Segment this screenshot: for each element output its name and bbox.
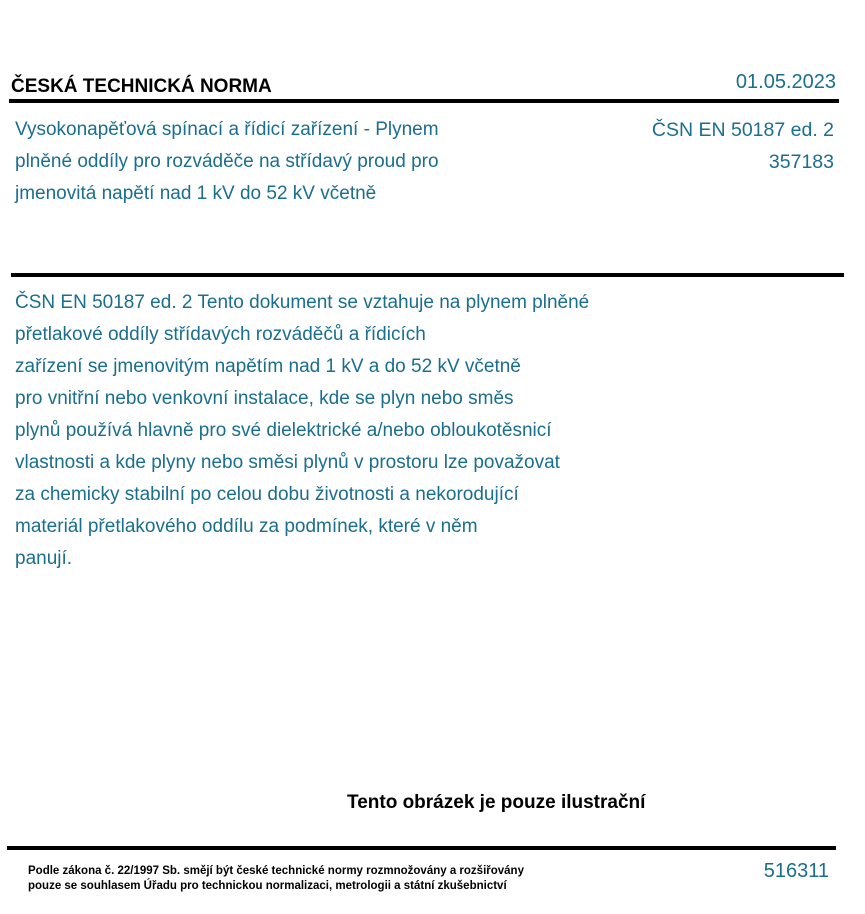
publication-date: 01.05.2023	[735, 71, 836, 93]
legal-notice-line: pouze se souhlasem Úřadu pro technickou normalizaci, metrologii a státní zkušebnictví	[28, 880, 507, 892]
header-divider	[9, 99, 839, 103]
footer-divider	[7, 846, 836, 850]
abstract-line: za chemicky stabilní po celou dobu životnosti a nekorodující	[15, 484, 519, 505]
abstract-line: plynů používá hlavně pro své dielektrické a/nebo obloukotěsnicí	[15, 420, 552, 441]
abstract-line: pro vnitřní nebo venkovní instalace, kde se plyn nebo směs	[15, 388, 514, 409]
abstract-line: přetlakové oddíly střídavých rozváděčů a řídicích	[15, 324, 426, 345]
standard-title-line: jmenovitá napětí nad 1 kV do 52 kV včetně	[15, 183, 377, 204]
legal-notice	[28, 864, 524, 894]
document-number: 516311	[763, 860, 829, 882]
abstract-line: zařízení se jmenovitým napětím nad 1 kV a do 52 kV včetně	[15, 356, 521, 377]
abstract	[15, 287, 589, 575]
class-number: 357183	[768, 151, 834, 173]
document-type-heading: ČESKÁ TECHNICKÁ NORMA	[11, 76, 272, 97]
standard-title	[15, 114, 439, 210]
standard-code: ČSN EN 50187 ed. 2	[651, 119, 834, 141]
abstract-line: materiál přetlakového oddílu za podmínek, které v něm	[15, 516, 478, 537]
legal-notice-line: Podle zákona č. 22/1997 Sb. smějí být české technické normy rozmnožovány a rozšiřovány	[28, 865, 524, 877]
standard-title-line: Vysokonapěťová spínací a řídicí zařízení - Plynem	[15, 119, 439, 140]
section-divider	[11, 273, 844, 277]
abstract-line: panují.	[15, 548, 73, 569]
abstract-line: ČSN EN 50187 ed. 2 Tento dokument se vztahuje na plynem plněné	[15, 292, 590, 313]
standard-title-line: plněné oddíly pro rozváděče na střídavý proud pro	[15, 151, 439, 172]
abstract-line: vlastnosti a kde plyny nebo směsi plynů v prostoru lze považovat	[15, 452, 560, 473]
standard-identifiers	[652, 114, 834, 178]
illustration-note: Tento obrázek je pouze ilustrační	[347, 792, 646, 813]
